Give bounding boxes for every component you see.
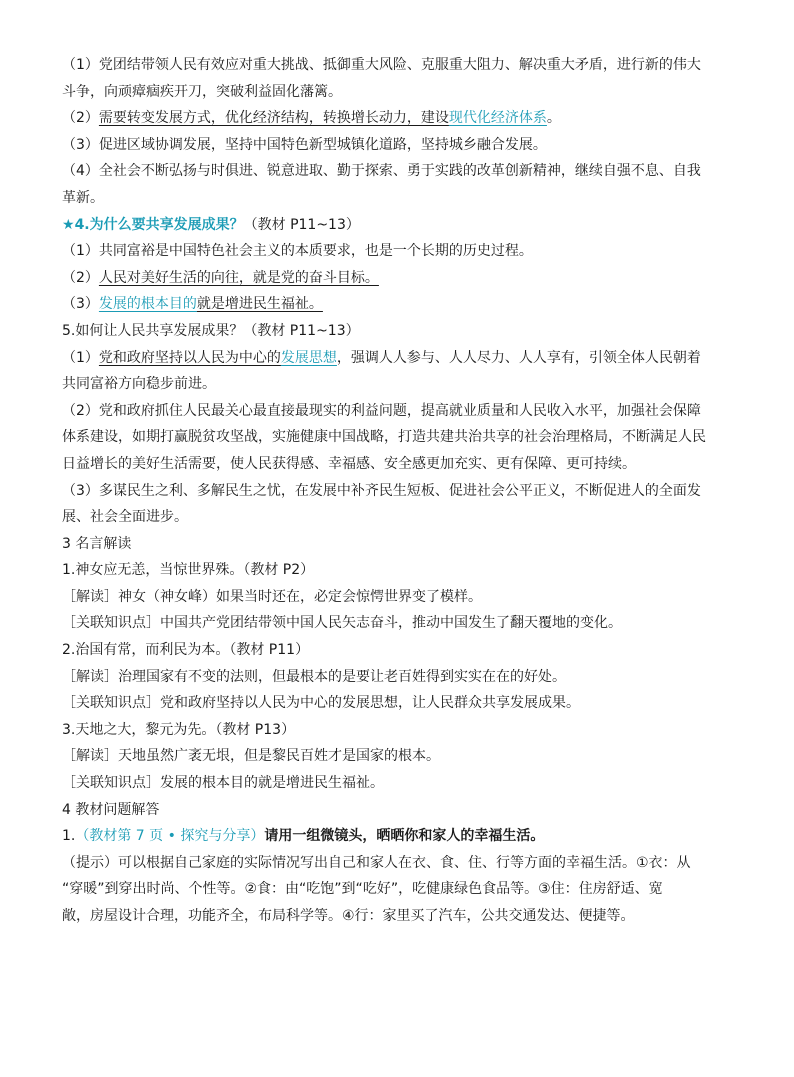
question-title: 4.为什么要共享发展成果？ bbox=[74, 216, 244, 233]
textbook-reference: （教材 P11） bbox=[229, 642, 310, 659]
paragraph-line: （4）全社会不断弘扬与时俱进、锐意进取、勤于探索、勇于实践的改革创新精神，继续自强不息、自我 bbox=[62, 163, 701, 180]
quote-title: 3.天地之大，黎元为先。 bbox=[62, 721, 216, 738]
paragraph-line: ［解读］神女（神女峰）如果当时还在，必定会惊愕世界变了模样。 bbox=[62, 588, 482, 605]
underlined-text: 党和政府坚持以人民为中心的 bbox=[98, 349, 281, 366]
paragraph-line: （1）共同富裕是中国特色社会主义的本质要求，也是一个长期的历史过程。 bbox=[62, 243, 533, 260]
section-heading: 4 教材问题解答 bbox=[62, 801, 160, 818]
paragraph-line: ［解读］天地虽然广袤无垠，但是黎民百姓才是国家的根本。 bbox=[62, 748, 440, 765]
paragraph-line: ［关联知识点］发展的根本目的就是增进民生福祉。 bbox=[62, 775, 384, 792]
paragraph-line bbox=[62, 291, 764, 318]
underlined-text: 人民对美好生活的向往，就是党的奋斗目标。 bbox=[98, 269, 379, 286]
paragraph-line bbox=[62, 105, 764, 132]
highlighted-term: 发展的根本目的 bbox=[98, 296, 197, 313]
paragraph-line: 革新。 bbox=[62, 189, 104, 206]
textbook-reference: （教材 P2） bbox=[243, 562, 315, 579]
paragraph-line: （2）党和政府抓住人民最关心最直接最现实的利益问题，提高就业质量和人民收入水平，加强社会保障 bbox=[62, 402, 701, 419]
paragraph-line: 斗争，向顽瘴痼疾开刀，突破利益固化藩篱。 bbox=[62, 83, 342, 100]
paragraph-line: （1）党团结带领人民有效应对重大挑战、抵御重大风险、克服重大阻力、解决重大矛盾，进行新的伟大 bbox=[62, 57, 701, 73]
star-icon: ★ bbox=[62, 216, 75, 233]
item-number: （2） bbox=[62, 269, 99, 286]
paragraph-line: ［关联知识点］中国共产党团结带领中国人民矢志奋斗，推动中国发生了翻天覆地的变化。 bbox=[62, 615, 622, 632]
paragraph-line: 体系建设，如期打赢脱贫攻坚战，实施健康中国战略，打造共建共治共享的社会治理格局，不断满足人民 bbox=[62, 429, 706, 446]
item-number: （2） bbox=[62, 110, 99, 127]
body-text: ，强调人人参与、人人尽力、人人享有，引领全体人民朝着 bbox=[336, 349, 701, 366]
paragraph-line: 展、社会全面进步。 bbox=[62, 509, 188, 526]
paragraph-line bbox=[62, 345, 764, 372]
paragraph-line: ［解读］治理国家有不变的法则，但最根本的是要让老百姓得到实实在在的好处。 bbox=[62, 668, 566, 685]
paragraph-line: ［关联知识点］党和政府坚持以人民为中心的发展思想，让人民群众共享发展成果。 bbox=[62, 695, 580, 712]
question-text: 请用一组微镜头，晒晒你和家人的幸福生活。 bbox=[264, 828, 545, 845]
paragraph-line: 日益增长的美好生活需要，使人民获得感、幸福感、安全感更加充实、更有保障、更可持续。 bbox=[62, 455, 636, 472]
item-number: （3） bbox=[62, 296, 99, 313]
paragraph-line: （3）促进区域协调发展，坚持中国特色新型城镇化道路，坚持城乡融合发展。 bbox=[62, 136, 547, 153]
question-heading bbox=[62, 823, 764, 850]
quote-title: 2.治国有常，而利民为本。 bbox=[62, 642, 230, 659]
question-title: 5.如何让人民共享发展成果？ bbox=[62, 322, 244, 339]
quote-heading bbox=[62, 557, 764, 584]
highlighted-term: 现代化经济体系 bbox=[448, 110, 547, 127]
highlighted-term: 发展思想 bbox=[280, 349, 337, 366]
textbook-reference: （教材 P13） bbox=[215, 721, 296, 738]
question-heading bbox=[62, 318, 764, 345]
underlined-text: 需要转变发展方式，优化经济结构，转换增长动力，建设 bbox=[98, 110, 449, 127]
question-number: 1. bbox=[62, 828, 76, 845]
underlined-text: 就是增进民生福祉。 bbox=[196, 296, 323, 313]
textbook-reference: （教材 P11~13） bbox=[243, 322, 360, 339]
paragraph-line bbox=[62, 265, 764, 292]
paragraph-line: （提示）可以根据自己家庭的实际情况写出自己和家人在衣、食、住、行等方面的幸福生活。①衣：从 bbox=[62, 854, 691, 871]
section-heading: 3 名言解读 bbox=[62, 535, 132, 552]
quote-heading bbox=[62, 637, 764, 664]
quote-heading bbox=[62, 717, 764, 744]
punctuation: 。 bbox=[546, 110, 561, 127]
paragraph-line: 敞，房屋设计合理，功能齐全，布局科学等。④行：家里买了汽车，公共交通发达、便捷等。 bbox=[62, 908, 635, 924]
question-heading bbox=[62, 212, 764, 239]
item-number: （1） bbox=[62, 349, 99, 366]
textbook-reference: （教材 P11~13） bbox=[243, 216, 360, 233]
paragraph-line: “穿暖”到穿出时尚、个性等。②食：由“吃饱”到“吃好”，吃健康绿色食品等。③住：住房舒适、宽 bbox=[62, 881, 663, 898]
textbook-reference: （教材第 7 页 • 探究与分享） bbox=[75, 828, 265, 845]
paragraph-line: 共同富裕方向稳步前进。 bbox=[62, 376, 216, 393]
paragraph-line: （3）多谋民生之利、多解民生之忧，在发展中补齐民生短板、促进社会公平正义，不断促进人的全面发 bbox=[62, 482, 701, 499]
quote-title: 1.神女应无恙，当惊世界殊。 bbox=[62, 562, 244, 579]
